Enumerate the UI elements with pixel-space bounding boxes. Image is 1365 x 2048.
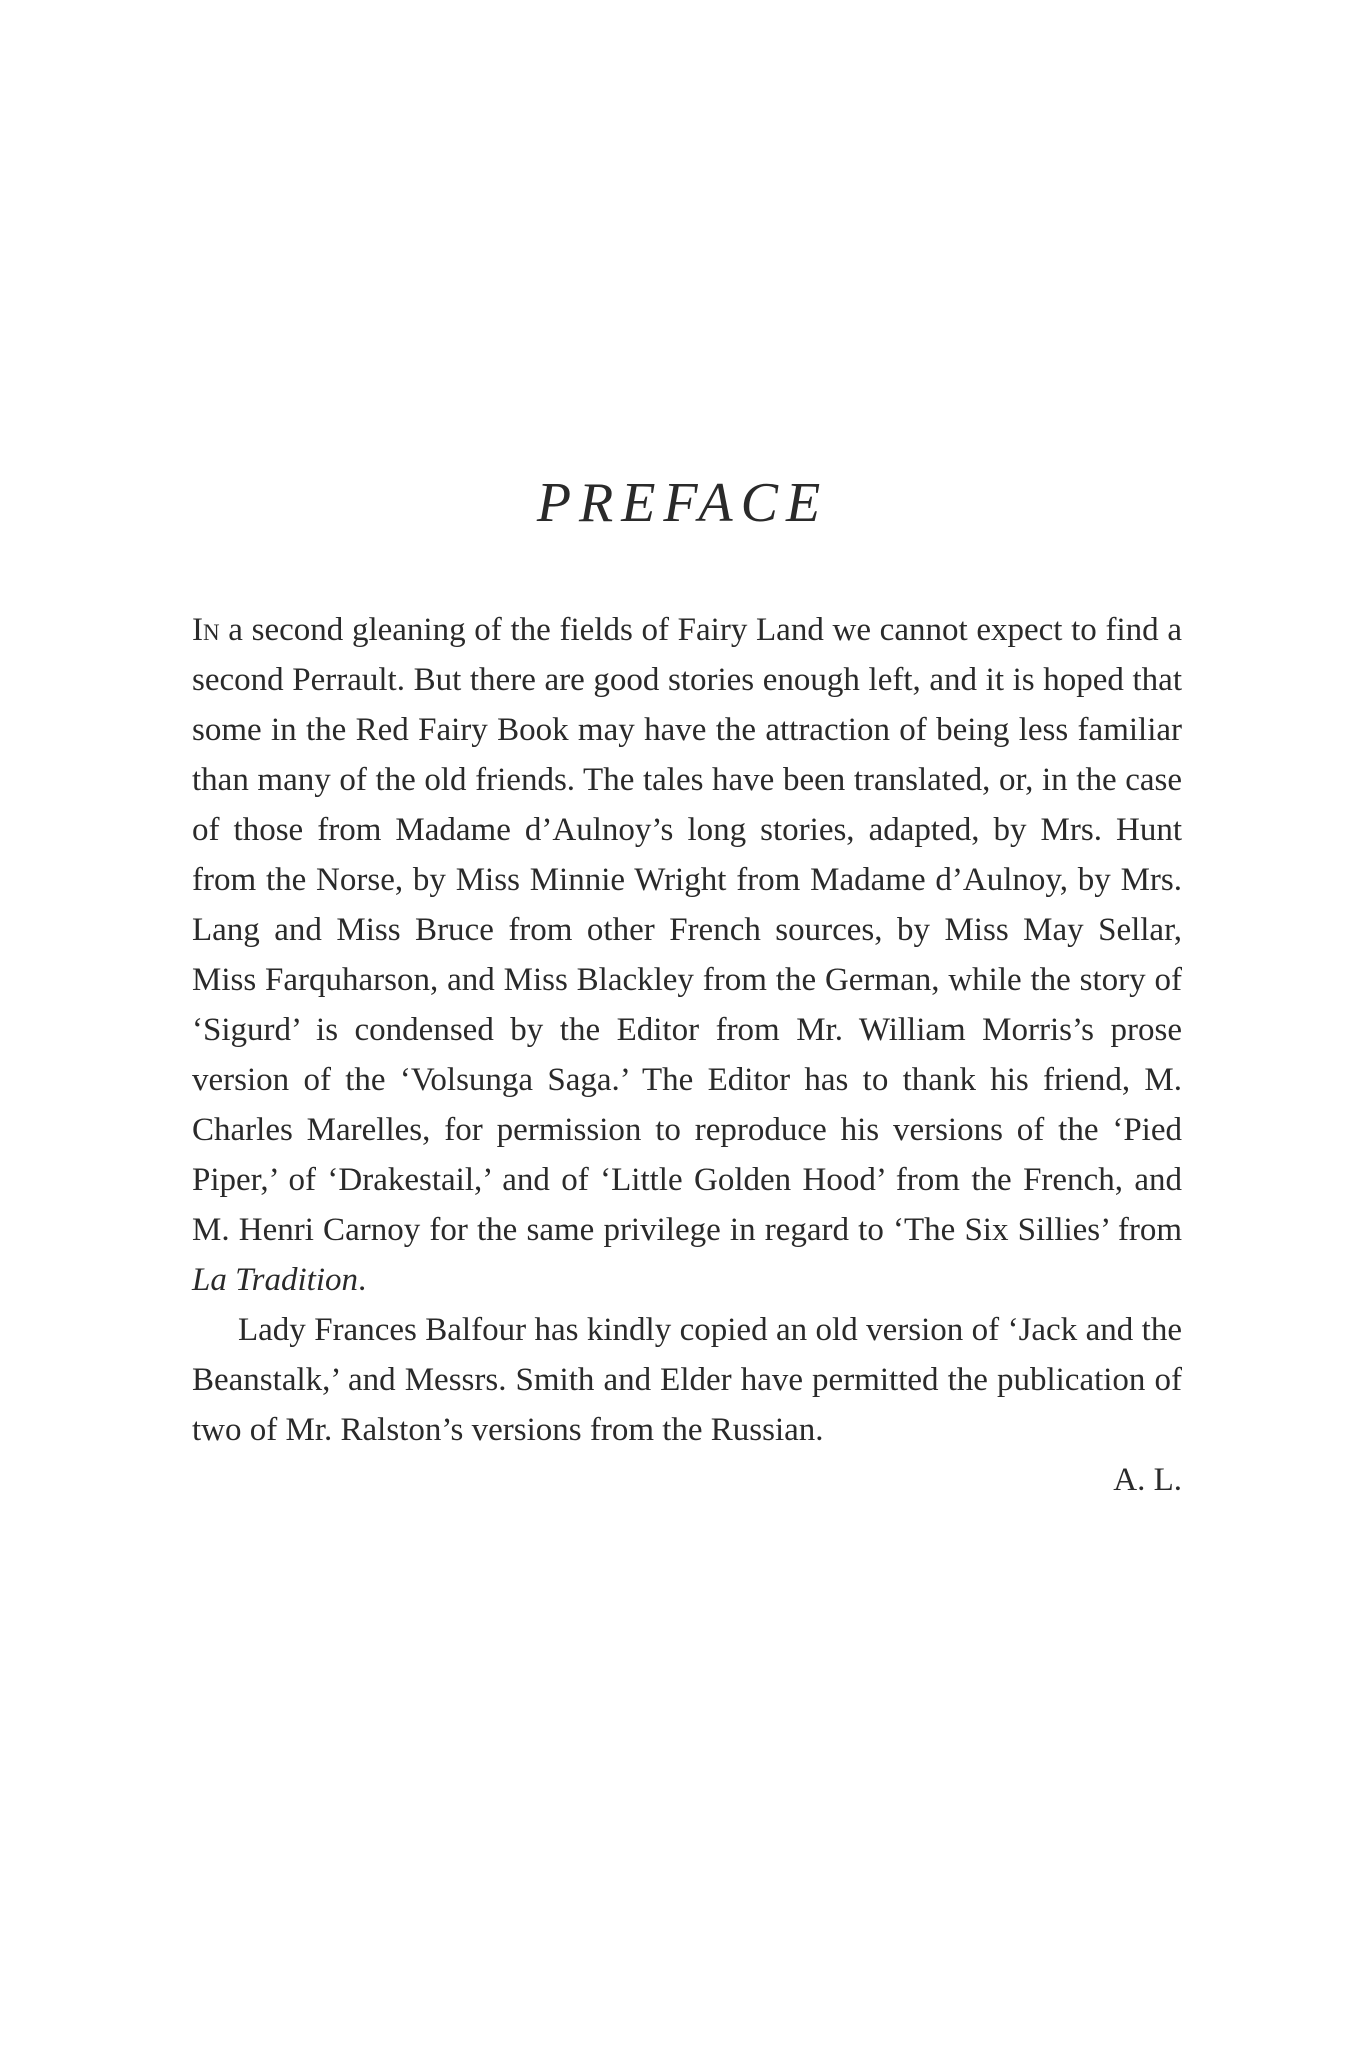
paragraph-1-lead: In (192, 612, 220, 648)
paragraph-1-end: . (357, 1262, 367, 1298)
paragraph-1-text: a second gleaning of the fields of Fairy Land we cannot expect to find a second Perrault. But there are good stories enough left, and it is hoped that some in the Red Fairy Book may have the attraction of being less familiar than many of the old friends. The tales have been translated, or, in the case of those from Madame d’Aulnoy’s long stories, adapted, by Mrs. Hunt from the Norse, by Miss Minnie Wright from Madame d’Aulnoy, by Mrs. Lang and Miss Bruce from other French sources, by Miss May Sellar, Miss Farquharson, and Miss Blackley from the German, while the story of ‘Sigurd’ is condensed by the Editor from Mr. William Morris’s prose version of the ‘Volsunga Saga.’ The Editor has to thank his friend, M. Charles Marelles, for permission to reproduce his versions of the ‘Pied Piper,’ of ‘Drakestail,’ and of ‘Little Golden Hood’ from the French, and M. Henri Carnoy for the same privilege in regard to ‘The Six Sillies’ from (192, 612, 1182, 1248)
paragraph-2: Lady Frances Balfour has kindly copied an old version of ‘Jack and the Beanstalk,’ and Messrs. Smith and Elder have permitted the publication of two of Mr. Ralston’s versions from the Russian. (192, 1312, 1182, 1448)
page-title: PREFACE (536, 472, 829, 534)
signature: A. L. (1113, 1462, 1182, 1498)
preface-body (192, 605, 1182, 1505)
paragraph-1 (192, 605, 1182, 1305)
paragraph-1-italic-title: La Tradition (192, 1262, 358, 1298)
